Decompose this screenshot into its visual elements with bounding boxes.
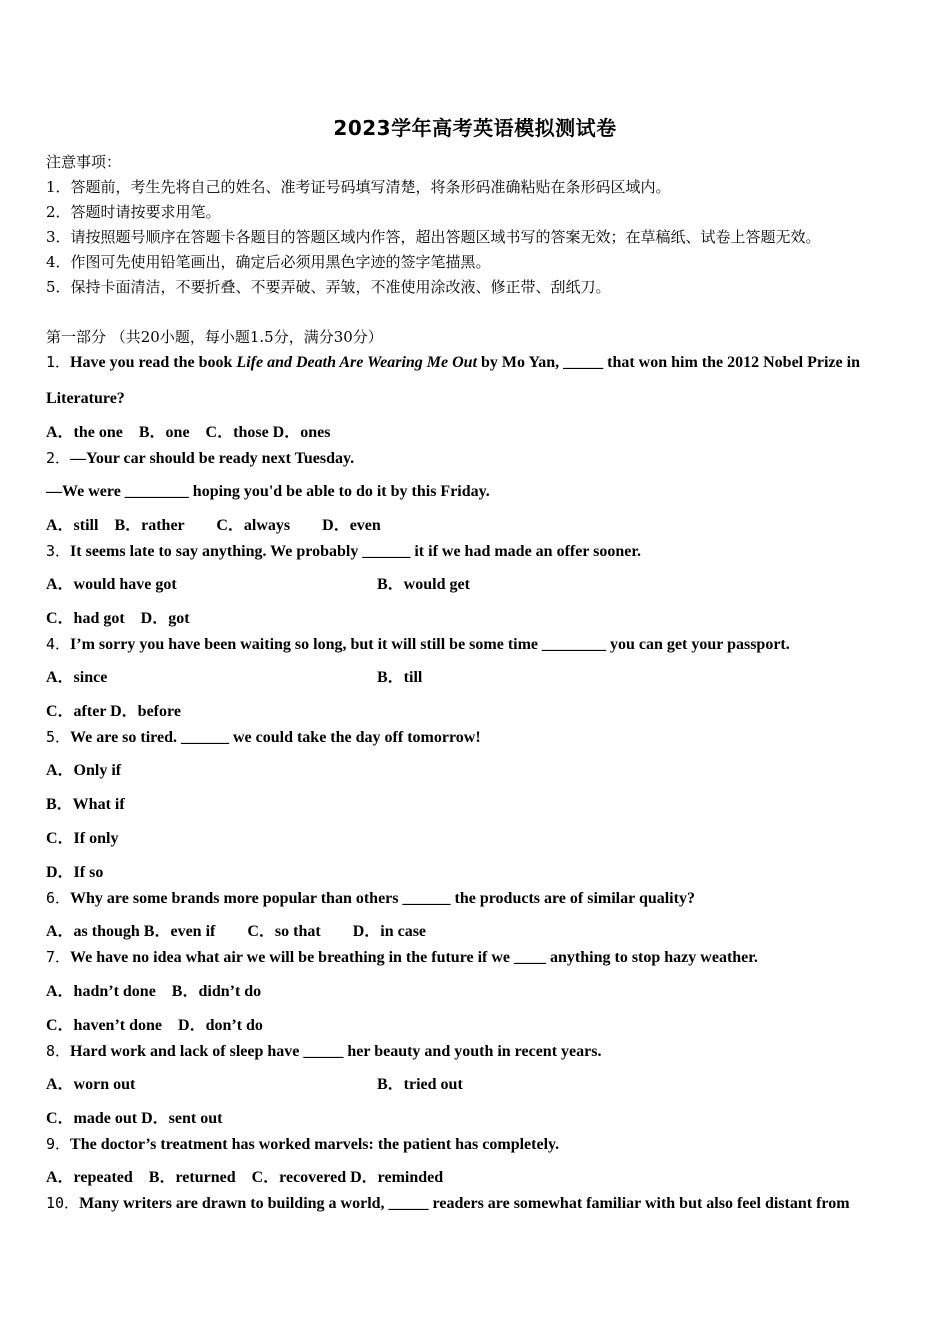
question-3-option-a: A．would have got — [46, 576, 177, 593]
question-2-reply: —We were ________ hoping you'd be able to do it by this Friday. — [46, 483, 490, 500]
question-5-option-c: C．If only — [46, 830, 119, 847]
exam-title: 2023学年高考英语模拟测试卷 — [333, 116, 617, 140]
question-1-options: A．the one B．one C．those D．ones — [46, 424, 331, 441]
question-text: —Your car should be ready next Tuesday. — [70, 450, 355, 467]
question-1 — [46, 352, 860, 373]
question-5 — [46, 727, 481, 748]
question-5-option-d: D．If so — [46, 864, 104, 881]
question-2-options: A．still B．rather C．always D．even — [46, 517, 381, 534]
question-4-option-b: B．till — [377, 669, 423, 686]
notice-item-2: 2．答题时请按要求用笔。 — [46, 203, 221, 221]
question-2 — [46, 448, 354, 469]
notice-item-3: 3．请按照题号顺序在答题卡各题目的答题区域内作答，超出答题区域书写的答案无效；在草稿纸、试卷上答题无效。 — [46, 228, 821, 246]
question-9-options: A．repeated B．returned C．recovered D．reminded — [46, 1169, 444, 1186]
question-number: 10． — [46, 1194, 80, 1212]
question-8-option-a: A．worn out — [46, 1076, 136, 1093]
question-4-options-cd: C．after D．before — [46, 703, 181, 720]
question-text: Hard work and lack of sleep have _____ her beauty and youth in recent years. — [70, 1043, 602, 1060]
question-8 — [46, 1041, 601, 1062]
question-text: The doctor’s treatment has worked marvels: the patient has completely. — [70, 1136, 560, 1153]
question-3-option-b: B．would get — [377, 576, 470, 593]
question-7-options-ab: A．hadn’t done B．didn’t do — [46, 983, 262, 1000]
question-7-options-cd: C．haven’t done D．don’t do — [46, 1017, 263, 1034]
question-1-continued: Literature? — [46, 390, 125, 407]
question-number: 8． — [46, 1042, 71, 1060]
question-9 — [46, 1134, 559, 1155]
question-8-option-b: B．tried out — [377, 1076, 463, 1093]
question-6-options: A．as though B．even if C．so that D．in case — [46, 923, 427, 940]
question-8-options-cd: C．made out D．sent out — [46, 1110, 223, 1127]
question-number: 3． — [46, 542, 71, 560]
question-5-option-a: A．Only if — [46, 762, 122, 779]
question-10 — [46, 1193, 850, 1214]
question-text: Have you read the book — [70, 354, 237, 371]
question-text: by Mo Yan, _____ that won him the 2012 Nobel Prize in — [477, 354, 860, 371]
question-5-option-b: B．What if — [46, 796, 125, 813]
question-number: 1． — [46, 353, 71, 371]
question-text: Many writers are drawn to building a world, _____ readers are somewhat familiar with but also feel distant from — [79, 1195, 850, 1212]
question-number: 2． — [46, 449, 71, 467]
notice-item-5: 5．保持卡面清洁，不要折叠、不要弄破、弄皱，不准使用涂改液、修正带、刮纸刀。 — [46, 278, 611, 296]
question-4 — [46, 634, 790, 655]
question-number: 7． — [46, 948, 71, 966]
question-3-options-cd: C．had got D．got — [46, 610, 190, 627]
question-number: 4． — [46, 635, 71, 653]
notice-item-4: 4．作图可先使用铅笔画出，确定后必须用黑色字迹的签字笔描黑。 — [46, 253, 491, 271]
notice-item-1: 1．答题前，考生先将自己的姓名、准考证号码填写清楚，将条形码准确粘贴在条形码区域内。 — [46, 178, 671, 196]
question-6 — [46, 888, 695, 909]
question-text: I’m sorry you have been waiting so long, but it will still be some time ________ you can get your passport. — [70, 636, 790, 653]
question-text: We have no idea what air we will be breathing in the future if we ____ anything to stop hazy weather. — [70, 949, 758, 966]
question-text: Why are some brands more popular than others ______ the products are of similar quality? — [70, 890, 695, 907]
notice-heading: 注意事项： — [46, 153, 122, 171]
question-text: It seems late to say anything. We probably ______ it if we had made an offer sooner. — [70, 543, 642, 560]
question-text: We are so tired. ______ we could take the day off tomorrow! — [70, 729, 481, 746]
section-heading: 第一部分 （共20小题，每小题1.5分，满分30分） — [46, 328, 383, 346]
question-7 — [46, 947, 758, 968]
book-title: Life and Death Are Wearing Me Out — [236, 354, 478, 371]
question-number: 6． — [46, 889, 71, 907]
question-4-option-a: A．since — [46, 669, 108, 686]
question-3 — [46, 541, 641, 562]
question-number: 5． — [46, 728, 71, 746]
question-number: 9． — [46, 1135, 71, 1153]
